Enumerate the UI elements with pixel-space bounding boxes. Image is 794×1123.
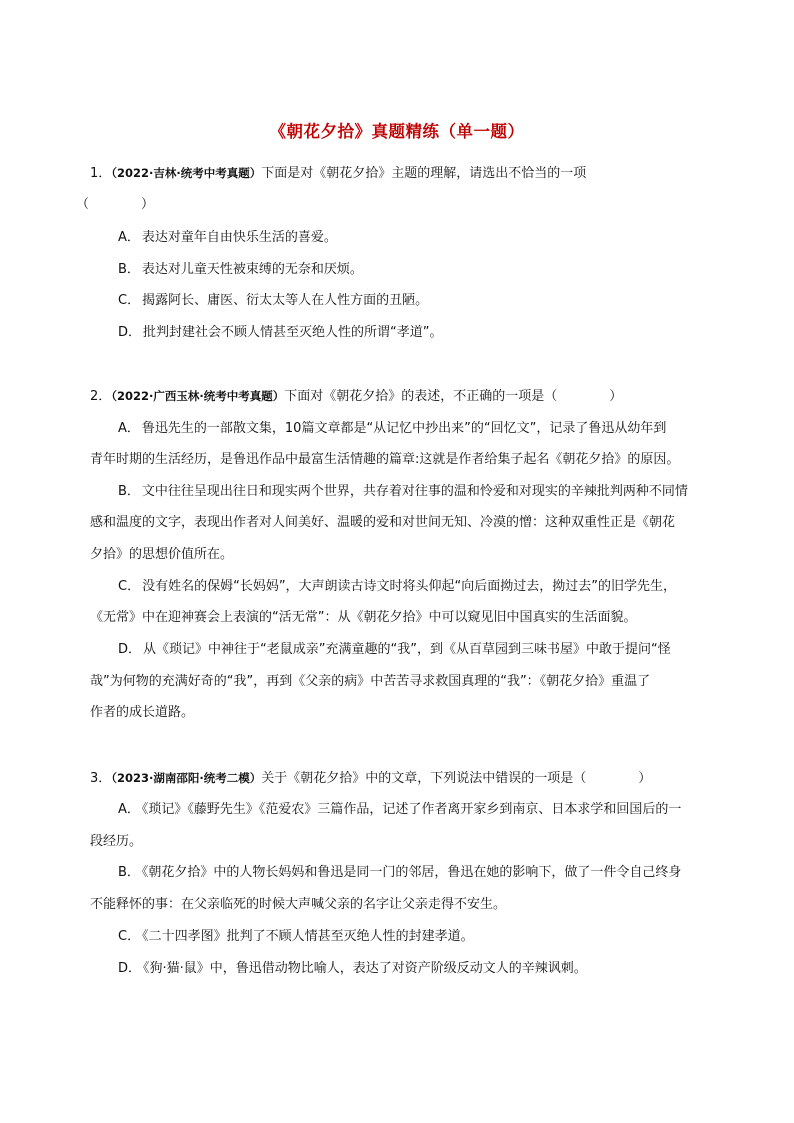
question-source: （2022·广西玉林·统考中考真题）	[111, 389, 285, 403]
option-c	[118, 578, 676, 596]
question-text: 下面对《朝花夕拾》的表述，不正确的一项是（ ）	[284, 389, 623, 404]
option-c	[118, 292, 428, 310]
question-number: 3．	[90, 771, 112, 786]
option-text: 揭露阿长、庸医、衍太太等人在人性方面的丑陋。	[142, 293, 429, 308]
option-a-continued	[90, 833, 142, 851]
option-text-line: 文中往往呈现出往日和现实两个世界，共存着对往事的温和怜爱和对现实的辛辣批判两种不同情	[141, 484, 688, 499]
option-text-line: 《二十四孝图》批判了不顾人情甚至灭绝人性的封建孝道。	[142, 929, 474, 944]
option-label: D．	[118, 642, 142, 657]
option-text-line: 《琐记》《藤野先生》《范爱农》三篇作品，记述了作者离开家乡到南京、日本求学和回国后的一	[141, 802, 682, 817]
option-b	[118, 261, 363, 279]
option-d	[118, 641, 671, 659]
option-label: A．	[118, 230, 140, 245]
option-d-continued	[90, 704, 194, 722]
option-text-line: 青年时期的生活经历，是鲁迅作品中最富生活情趣的篇章:这就是作者给集子起名《朝花夕拾》的原因。	[90, 452, 680, 467]
option-label: B．	[118, 484, 140, 499]
question-text: 下面是对《朝花夕拾》主题的理解，请选出不恰当的一项	[261, 166, 587, 181]
question-source: （2022·吉林·统考中考真题）	[111, 166, 262, 180]
option-label: A．	[118, 802, 140, 817]
question-2-stem	[90, 387, 622, 406]
option-label: C．	[118, 929, 141, 944]
option-label: A．	[118, 421, 140, 436]
option-text-line: 不能释怀的事：在父亲临死的时候大声喊父亲的名字让父亲走得不安生。	[90, 897, 507, 912]
option-a-continued	[90, 451, 679, 469]
question-number: 2．	[90, 389, 112, 404]
option-label: B．	[118, 262, 140, 277]
option-b-continued	[90, 514, 675, 532]
option-text: 批判封建社会不顾人情甚至灭绝人性的所谓“孝道”。	[143, 325, 443, 340]
question-text: 关于《朝花夕拾》中的文章，下列说法中错误的一项是（ ）	[261, 771, 652, 786]
option-a	[118, 229, 337, 247]
option-text-line: 《狗·猫·鼠》中，鲁迅借动物比喻人，表达了对资产阶级反动文人的辛辣讽刺。	[143, 961, 587, 976]
option-text: 表达对童年自由快乐生活的喜爱。	[141, 230, 337, 245]
option-c-continued	[90, 609, 636, 627]
option-text-line: 感和温度的文字，表现出作者对人间美好、温暖的爱和对世间无知、冷漠的憎：这种双重性正是《朝花	[90, 515, 676, 530]
question-1-stem	[90, 164, 586, 183]
option-text: 表达对儿童天性被束缚的无奈和厌烦。	[141, 262, 363, 277]
option-text-line: 作者的成长道路。	[90, 705, 195, 720]
option-label: B．	[118, 865, 140, 880]
option-d	[118, 324, 443, 342]
option-text-line: 没有姓名的保姆“长妈妈”，大声朗读古诗文时将头仰起“向后面拗过去，拗过去”的旧学先生，	[142, 579, 677, 594]
option-a	[118, 801, 681, 819]
option-text-line: 鲁迅先生的一部散文集，10篇文章都是“从记忆中抄出来”的“回忆文”，记录了鲁迅从幼年到	[141, 421, 667, 436]
question-3-stem	[90, 769, 651, 788]
option-label: D．	[118, 325, 142, 340]
option-b	[118, 864, 681, 882]
option-d	[118, 960, 587, 978]
option-text-line: 段经历。	[90, 834, 143, 849]
option-text-line: 《无常》中在迎神赛会上表演的“活无常”：从《朝花夕拾》中可以窥见旧中国真实的生活面貌。	[90, 610, 637, 625]
question-source: （2023·湖南邵阳·统考二模）	[111, 771, 262, 785]
option-text-line: 夕拾》的思想价值所在。	[90, 547, 234, 562]
document-title: 《朝花夕拾》真题精练（单一题）	[269, 122, 525, 141]
option-a	[118, 420, 666, 438]
option-label: C．	[118, 579, 141, 594]
option-text-line: 《朝花夕拾》中的人物长妈妈和鲁迅是同一门的邻居，鲁迅在她的影响下，做了一件令自己终身	[141, 865, 682, 880]
option-d-continued	[90, 673, 650, 691]
answer-blank	[76, 196, 154, 214]
option-c	[118, 928, 474, 946]
option-label: C．	[118, 293, 141, 308]
option-label: D．	[118, 961, 142, 976]
question-number: 1．	[90, 166, 112, 181]
option-text-line: 从《琐记》中神往于“老鼠成亲”充满童趣的“我”，到《从百草园到三味书屋》中敢于提问“怪	[143, 642, 671, 657]
option-text-line: 哉”为何物的充满好奇的“我”，再到《父亲的病》中苦苦寻求救国真理的“我”：《朝花夕拾》重温了	[90, 674, 651, 689]
answer-paren: （ ）	[76, 197, 155, 212]
option-b-continued	[90, 546, 233, 564]
option-b	[118, 483, 688, 501]
option-b-continued	[90, 896, 506, 914]
